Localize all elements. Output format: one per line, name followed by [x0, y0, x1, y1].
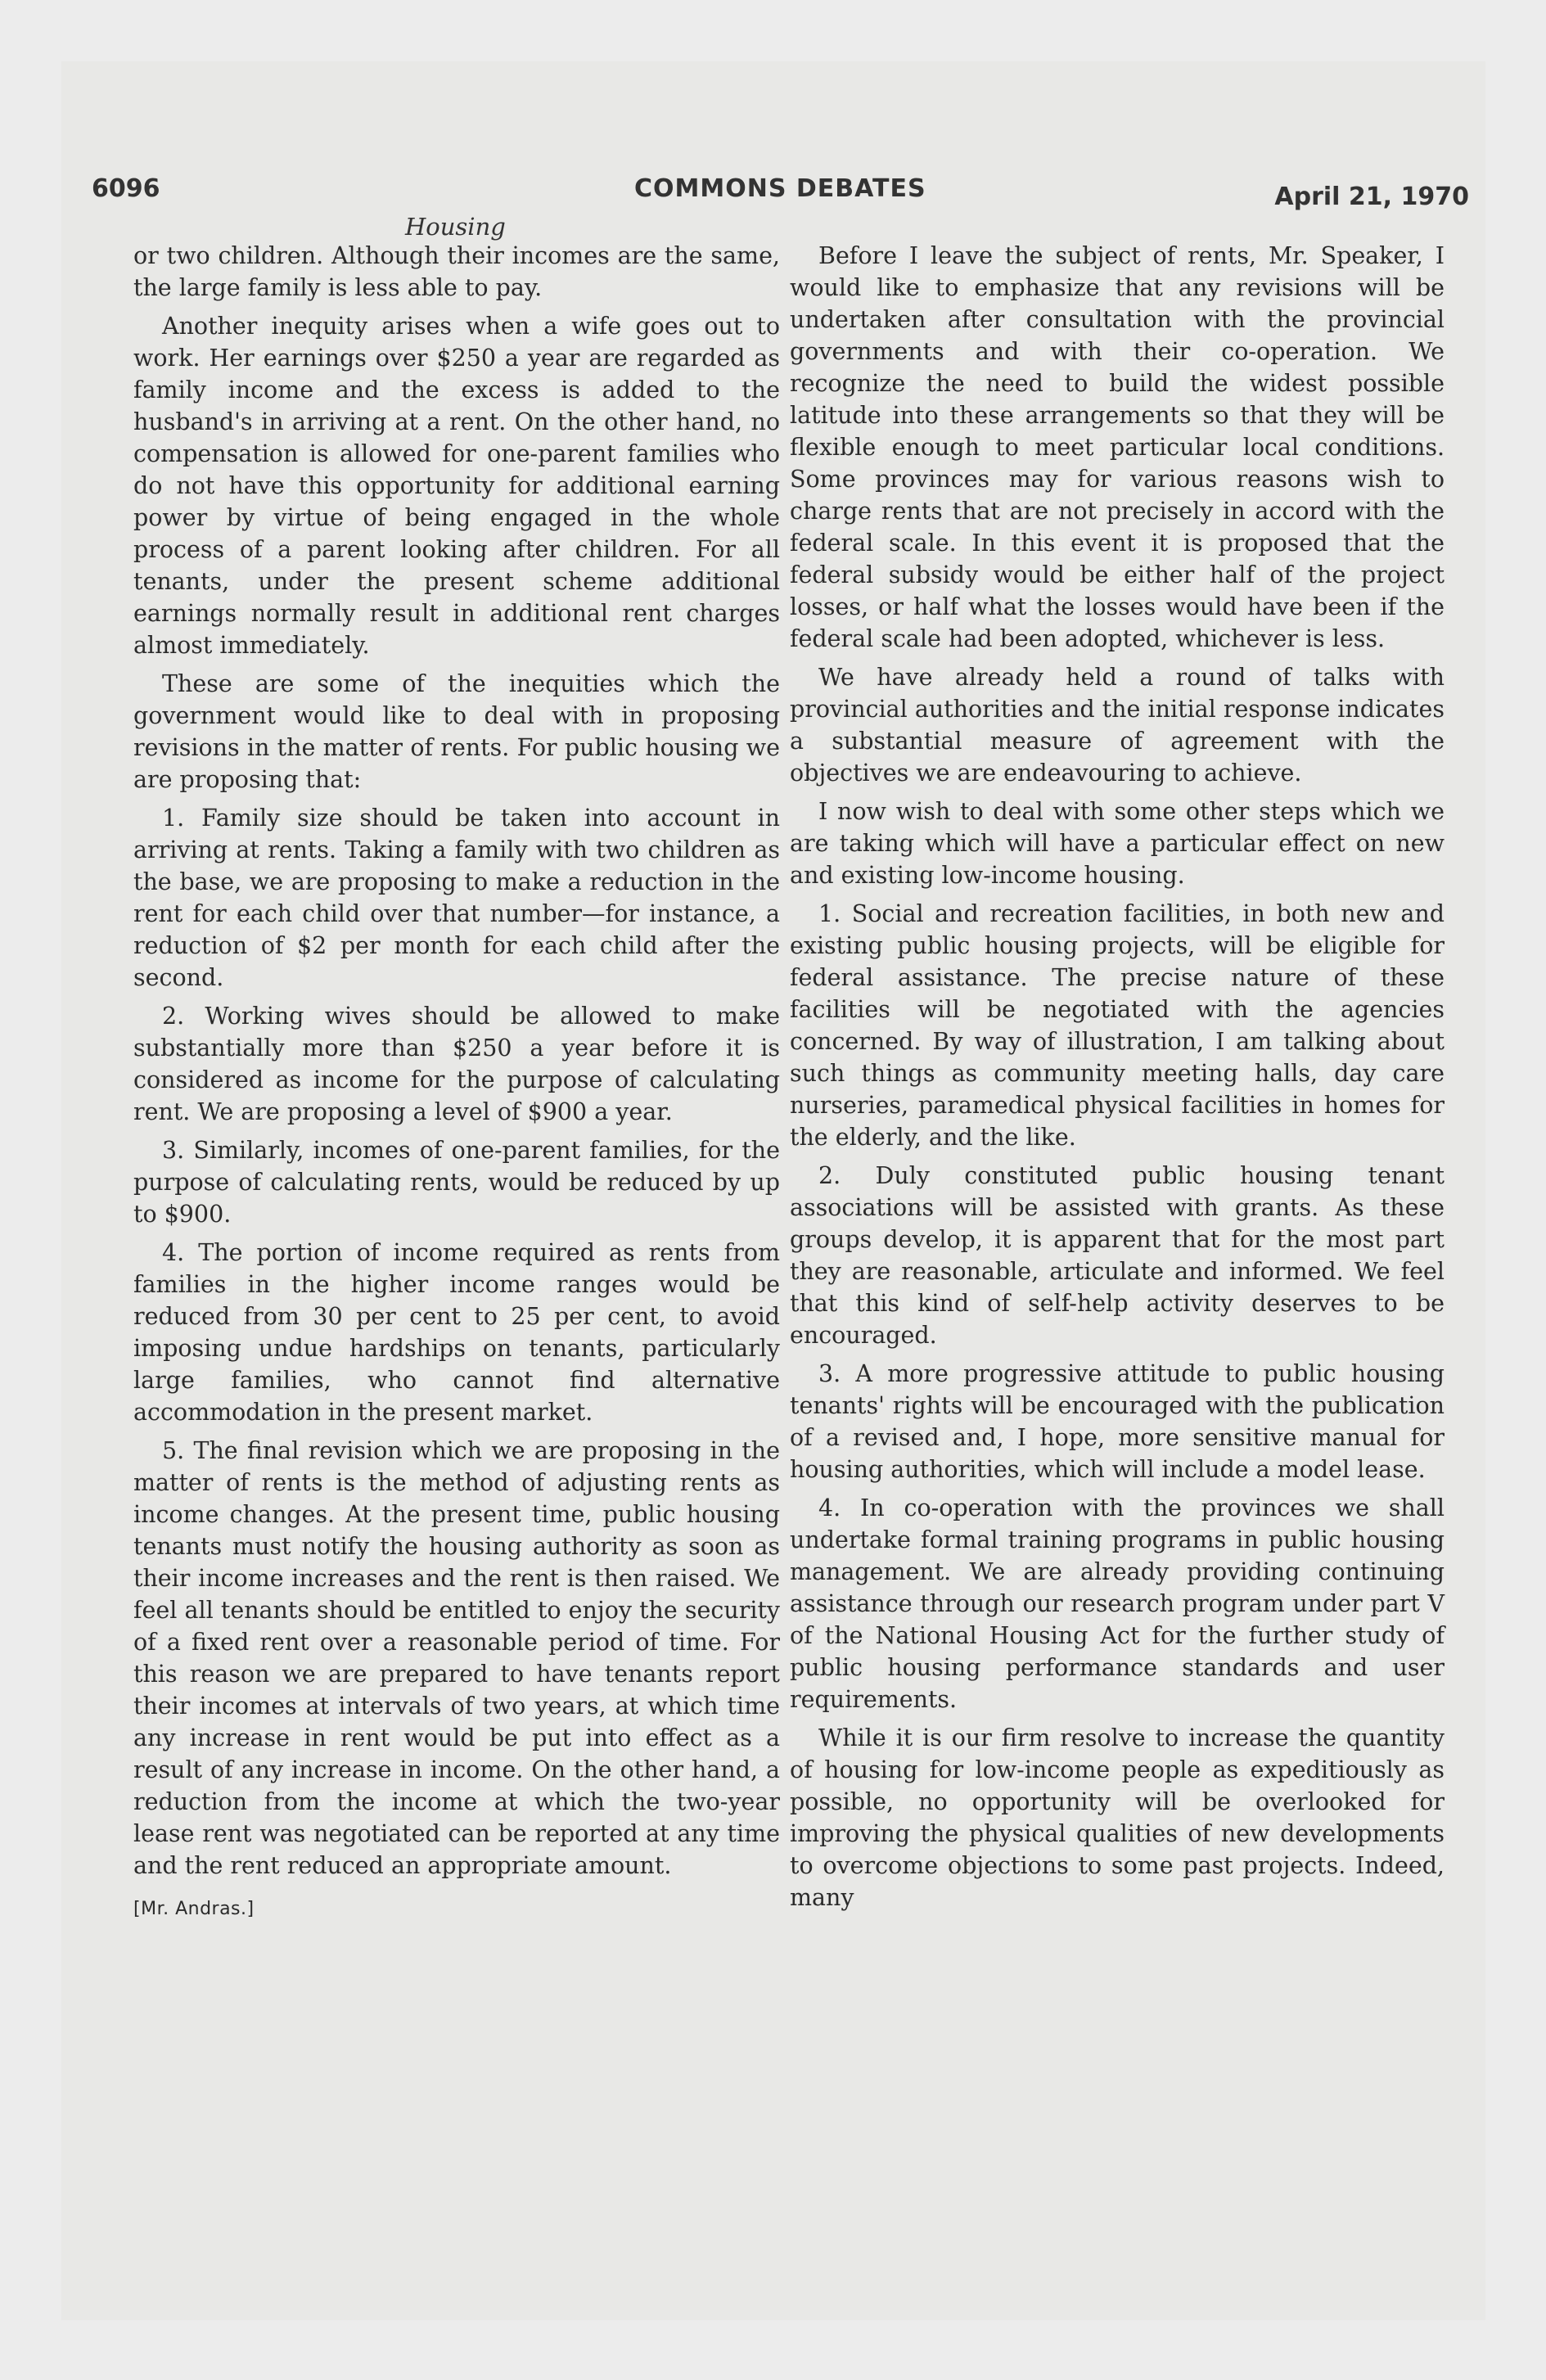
paragraph: 1. Social and recreation facilities, in both new and existing public housing projects, will be eligible for federal assistance. The precise nature of these facilities will be negotiated with the agencies concerned. By way of illustration, I am talking about such things as community meeting halls, day care nurseries, paramedical physical facilities in homes for the elderly, and the like. [790, 900, 1445, 1151]
paragraph: 2. Duly constituted public housing tenant associations will be assisted with grants. As these groups develop, it is apparent that for the most part they are reasonable, articulate and informed. We feel that this kind of self-help activity deserves to be encouraged. [790, 1162, 1445, 1349]
section-heading: Housing [405, 213, 506, 241]
paragraph: 2. Working wives should be allowed to make substantially more than $250 a year before it is considered as income for the purpose of calculating rent. We are proposing a level of $900 a year. [133, 1003, 780, 1125]
paragraph: While it is our firm resolve to increase the quantity of housing for low-income people as expeditiously as possible, no opportunity will be overlooked for improving the physical qualities of new developments to overcome objections to some past projects. Indeed, many [790, 1724, 1445, 1911]
paragraph: or two children. Although their incomes are the same, the large family is less able to pay. [133, 242, 780, 301]
paragraph: We have already held a round of talks with provincial authorities and the initial response indicates a substantial measure of agreement with the objectives we are endeavouring to achieve. [790, 664, 1445, 787]
page-date: April 21, 1970 [1274, 183, 1469, 211]
paragraph: 5. The final revision which we are proposing in the matter of rents is the method of adjusting rents as income changes. At the present time, public housing tenants must notify the housing authority as soon as their income increases and the rent is then raised. We feel all tenants should be entitled to enjoy the security of a fixed rent over a reasonable period of time. For this reason we are prepared to have tenants report their incomes at intervals of two years, at which time any increase in rent would be put into effect as a result of any increase in income. On the other hand, a reduction from the income at which the two-year lease rent was negotiated can be reported at any time and the rent reduced an appropriate amount. [133, 1437, 780, 1879]
document-page [61, 61, 1485, 2320]
left-column [133, 240, 780, 1925]
speaker-attribution: [Mr. Andras.] [133, 1899, 255, 1919]
page-number: 6096 [92, 174, 160, 203]
paragraph: I now wish to deal with some other steps which we are taking which will have a particular effect on new and existing low-income housing. [790, 798, 1445, 889]
page-header [61, 174, 1485, 241]
right-column [790, 240, 1445, 1920]
running-title: COMMONS DEBATES [634, 174, 926, 203]
paragraph: Before I leave the subject of rents, Mr. Speaker, I would like to emphasize that any revisions will be undertaken after consultation with the provincial governments and with their co-operation. We recognize the need to build the widest possible latitude into these arrangements so that they will be flexible enough to meet particular local conditions. Some provinces may for various reasons wish to charge rents that are not precisely in accord with the federal scale. In this event it is proposed that the federal subsidy would be either half of the project losses, or half what the losses would have been if the federal scale had been adopted, whichever is less. [790, 242, 1445, 652]
paragraph: 4. In co-operation with the provinces we shall undertake formal training programs in public housing management. We are already providing continuing assistance through our research program under part V of the National Housing Act for the further study of public housing performance standards and user requirements. [790, 1494, 1445, 1713]
paragraph: 4. The portion of income required as rents from families in the higher income ranges would be reduced from 30 per cent to 25 per cent, to avoid imposing undue hardships on tenants, particularly large families, who cannot find alternative accommodation in the present market. [133, 1239, 780, 1426]
paragraph: Another inequity arises when a wife goes out to work. Her earnings over $250 a year are regarded as family income and the excess is added to the husband's in arriving at a rent. On the other hand, no compensation is allowed for one-parent families who do not have this opportunity for additional earning power by virtue of being engaged in the whole process of a parent looking after children. For all tenants, under the present scheme additional earnings normally result in additional rent charges almost immediately. [133, 313, 780, 659]
paragraph: These are some of the inequities which the government would like to deal with in proposing revisions in the matter of rents. For public housing we are proposing that: [133, 670, 780, 793]
paragraph: 1. Family size should be taken into account in arriving at rents. Taking a family with two children as the base, we are proposing to make a reduction in the rent for each child over that number—for instance, a reduction of $2 per month for each child after the second. [133, 805, 780, 991]
paragraph: 3. Similarly, incomes of one-parent families, for the purpose of calculating rents, would be reduced by up to $900. [133, 1137, 780, 1228]
paragraph: 3. A more progressive attitude to public housing tenants' rights will be encouraged with the publication of a revised and, I hope, more sensitive manual for housing authorities, which will include a model lease. [790, 1360, 1445, 1483]
